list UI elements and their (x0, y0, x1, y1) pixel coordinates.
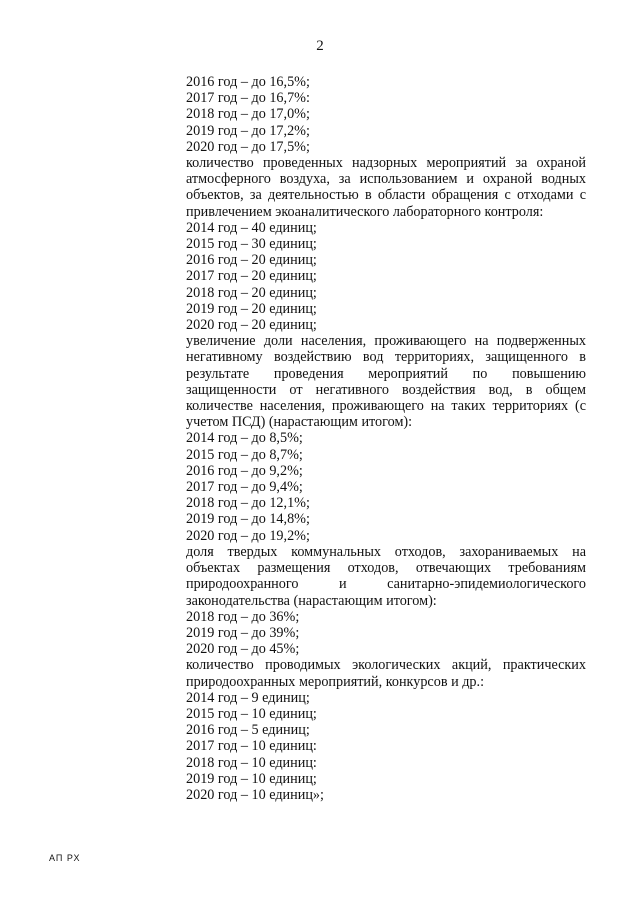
list-item: 2019 год – до 17,2%; (186, 122, 310, 139)
list-item: 2019 год – до 39%; (186, 624, 300, 641)
list-item: 2020 год – до 17,5%; (186, 138, 310, 155)
list-item: 2020 год – до 45%; (186, 641, 300, 658)
list-item: 2020 год – до 19,2%; (186, 527, 310, 544)
list-item: 2017 год – 10 единиц: (186, 738, 317, 755)
list-item: 2017 год – до 9,4%; (186, 479, 303, 496)
list-item: 2016 год – до 9,2%; (186, 462, 303, 479)
list-item: 2019 год – 20 единиц; (186, 300, 317, 317)
footer-mark: АП РХ (49, 853, 81, 863)
list-block-3 (186, 430, 586, 543)
list-item: 2017 год – 20 единиц; (186, 268, 317, 285)
list-item: 2019 год – 10 единиц; (186, 770, 317, 787)
paragraph-population-protection: увеличение доли населения, проживающего на подверженных негативному воздействию вод территориях, защищенного в результате проведения мероприятий по повышению защищенности от негативного воздействия вод, в общем количестве населения, проживающего на таких территориях (с учетом ПСД) (нарастающим итогом): (186, 333, 586, 431)
paragraph-supervisory-measures: количество проведенных надзорных мероприятий за охраной атмосферного воздуха, за использованием и охраной водных объектов, за деятельностью в области обращения с отходами с привлечением экоаналитического лабораторного контроля: (186, 155, 586, 220)
list-item: 2016 год – 5 единиц; (186, 722, 310, 739)
list-block-2 (186, 220, 586, 333)
list-item: 2016 год – до 16,5%; (186, 74, 310, 90)
list-item: 2020 год – 20 единиц; (186, 317, 317, 334)
document-body (186, 74, 586, 803)
list-item: 2015 год – до 8,7%; (186, 446, 303, 463)
list-item: 2019 год – до 14,8%; (186, 511, 310, 528)
list-item: 2018 год – до 12,1%; (186, 495, 310, 512)
list-item: 2015 год – 10 единиц; (186, 705, 317, 722)
list-block-5 (186, 690, 586, 803)
list-item: 2020 год – 10 единиц»; (186, 786, 324, 803)
paragraph-ecological-actions: количество проводимых экологических акций, практических природоохранных мероприятий, конкурсов и др.: (186, 657, 586, 690)
list-item: 2015 год – 30 единиц; (186, 236, 317, 253)
list-item: 2014 год – до 8,5%; (186, 430, 303, 447)
list-block-4 (186, 609, 586, 658)
list-item: 2014 год – 9 единиц; (186, 689, 310, 706)
list-block-1 (186, 74, 586, 155)
page-number: 2 (316, 38, 324, 54)
list-item: 2018 год – 10 единиц: (186, 754, 317, 771)
list-item: 2018 год – до 17,0%; (186, 106, 310, 123)
list-item: 2017 год – до 16,7%: (186, 90, 310, 107)
list-item: 2014 год – 40 единиц; (186, 219, 317, 236)
paragraph-solid-waste: доля твердых коммунальных отходов, захораниваемых на объектах размещения отходов, отвечающих требованиям природоохранного и санитарно-эпидемиологического законодательства (нарастающим итогом): (186, 543, 586, 609)
list-item: 2016 год – 20 единиц; (186, 252, 317, 269)
list-item: 2018 год – до 36%; (186, 608, 300, 625)
list-item: 2018 год – 20 единиц; (186, 284, 317, 301)
